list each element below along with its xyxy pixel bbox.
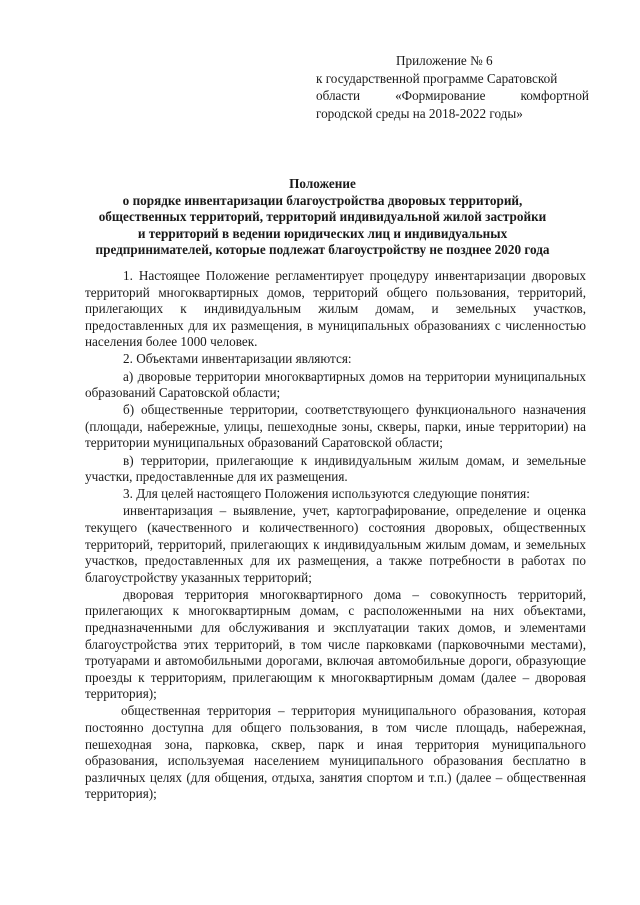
title-line-5: предпринимателей, которые подлежат благоустройству не позднее 2020 года bbox=[95, 242, 550, 257]
paragraph-2b: б) общественные территории, соответствующего функционального назначения (площади, набережные, улицы, пешеходные зоны, скверы, парки, иные территории) на территории муниципальных образований Саратовской области; bbox=[85, 402, 586, 451]
document-body bbox=[85, 268, 586, 804]
paragraph-2: 2. Объектами инвентаризации являются: bbox=[123, 351, 352, 367]
definition-public-territory: общественная территория – территория муниципального образования, которая постоянно доступна для общего пользования, в том числе площадь, набережная, пешеходная зона, парковка, сквер, парк и иная территория муниципального образования, используемая населением муниципального образования бесплатно в различных целях (для общения, отдыха, занятия спортом и т.п.) (далее – общественная территория); bbox=[85, 703, 586, 802]
document-title bbox=[60, 176, 585, 259]
paragraph-3: 3. Для целей настоящего Положения используются следующие понятия: bbox=[123, 486, 530, 502]
definition-inventory: инвентаризация – выявление, учет, картографирование, определение и оценка текущего (качественного и количественного) состояния дворовых, общественных территорий, территорий, прилегающих к индивидуальным жилым домам, и земельных участков, предоставленных для их размещения, а также потребности в работах по благоустройству указанных территорий; bbox=[85, 503, 586, 585]
appendix-line-1: к государственной программе Саратовской bbox=[316, 70, 558, 86]
paragraph-1: 1. Настоящее Положение регламентирует процедуру инвентаризации дворовых территорий многоквартирных домов, территорий общего пользования, территорий, прилегающих к индивидуальным жилым домам, и земельных участков, предоставленных для их размещения, в муниципальных образованиях с численностью населения более 1000 человек. bbox=[85, 268, 586, 350]
definition-courtyard: дворовая территория многоквартирного дома – совокупность территорий, прилегающих к многоквартирным домам, с расположенными на них объектами, предназначенными для обслуживания и эксплуатации таких домов, и элементами благоустройства этих территорий, в том числе парковками (парковочными местами), тротуарами и автомобильными дорогами, включая автомобильные дороги, образующие проезды к территориям, прилегающим к многоквартирным домам (далее – дворовая территория); bbox=[85, 586, 586, 702]
appendix-number: Приложение № 6 bbox=[396, 53, 493, 68]
title-line-3: общественных территорий, территорий индивидуальной жилой застройки bbox=[98, 209, 547, 224]
title-line-4: и территорий в ведении юридических лиц и индивидуальных bbox=[137, 225, 508, 241]
title-line-2: о порядке инвентаризации благоустройства дворовых территорий, bbox=[122, 192, 523, 208]
appendix-line-3: городской среды на 2018-2022 годы» bbox=[316, 105, 523, 121]
paragraph-2a: а) дворовые территории многоквартирных домов на территории муниципальных образований Саратовской области; bbox=[85, 368, 586, 401]
appendix-line-2: области «Формирование комфортной bbox=[316, 88, 589, 103]
title-line-1: Положение bbox=[289, 176, 356, 191]
appendix-header bbox=[316, 52, 589, 122]
paragraph-2c: в) территории, прилегающие к индивидуальным жилым домам, и земельные участки, предоставленные для их размещения. bbox=[85, 452, 586, 485]
